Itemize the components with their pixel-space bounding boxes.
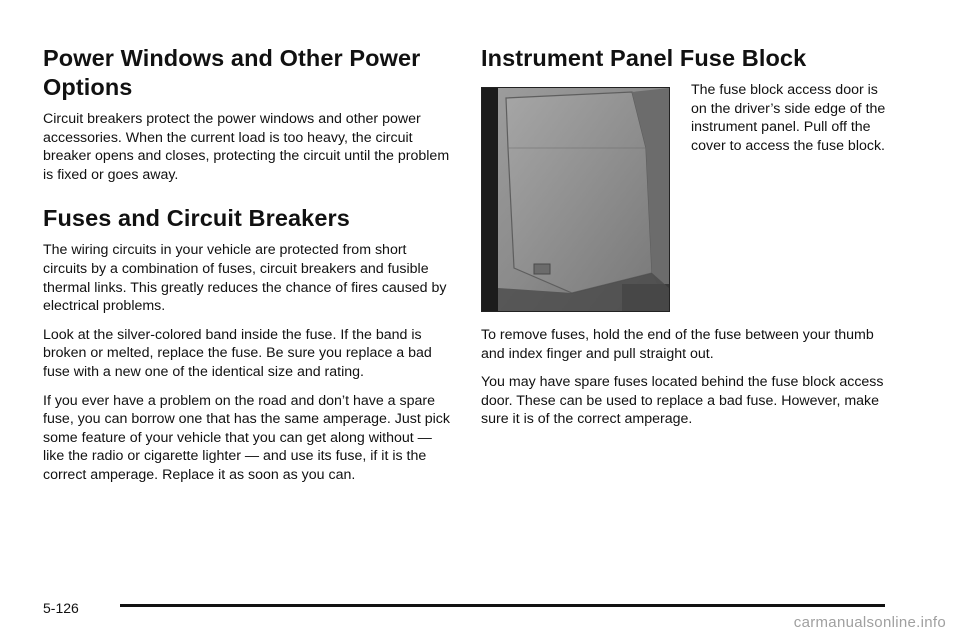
paragraph-wiring-circuits: The wiring circuits in your vehicle are protected from short circuits by a combination of fuses, circuit breakers and fusible thermal links. This greatly reduces the chance of fires caused by electrical problems.: [43, 242, 447, 315]
figure-row: [481, 81, 901, 312]
left-column: [43, 44, 453, 495]
watermark-text: carmanualsonline.info: [793, 614, 946, 631]
fuse-block-caption: The fuse block access door is on the driver’s side edge of the instrument panel. Pull off the cover to access the fuse block.: [691, 82, 886, 154]
heading-instrument-panel-fuse-block: Instrument Panel Fuse Block: [481, 45, 807, 71]
paragraph-circuit-breakers: Circuit breakers protect the power windows and other power accessories. When the current load is too heavy, the circuit breaker opens and closes, protecting the circuit until the problem is fixed or goes away.: [43, 111, 450, 183]
fuse-block-door-photo: [481, 87, 670, 312]
paragraph-silver-band: Look at the silver-colored band inside the fuse. If the band is broken or melted, replace the fuse. Be sure you replace a bad fuse with a new one of the identical size and rating.: [43, 326, 432, 380]
footer-rule: [120, 604, 885, 607]
paragraph-spare-fuse: If you ever have a problem on the road and don’t have a spare fuse, you can borrow one that has the same amperage. Just pick some feature of your vehicle that you can get along without — like the radio or cigarette lighter — and use its fuse, if it is the correct amperage. Replace it as soon as you can.: [43, 392, 450, 483]
page-number: 5-126: [43, 600, 79, 616]
paragraph-spare-fuses-location: You may have spare fuses located behind the fuse block access door. These can be used to replace a bad fuse. However, make sure it is of the correct amperage.: [481, 374, 884, 428]
heading-power-windows: Power Windows and Other Power Options: [43, 45, 421, 100]
paragraph-remove-fuses: To remove fuses, hold the end of the fuse between your thumb and index finger and pull straight out.: [481, 327, 874, 362]
right-column: [481, 44, 901, 439]
heading-fuses-circuit-breakers: Fuses and Circuit Breakers: [43, 205, 350, 232]
